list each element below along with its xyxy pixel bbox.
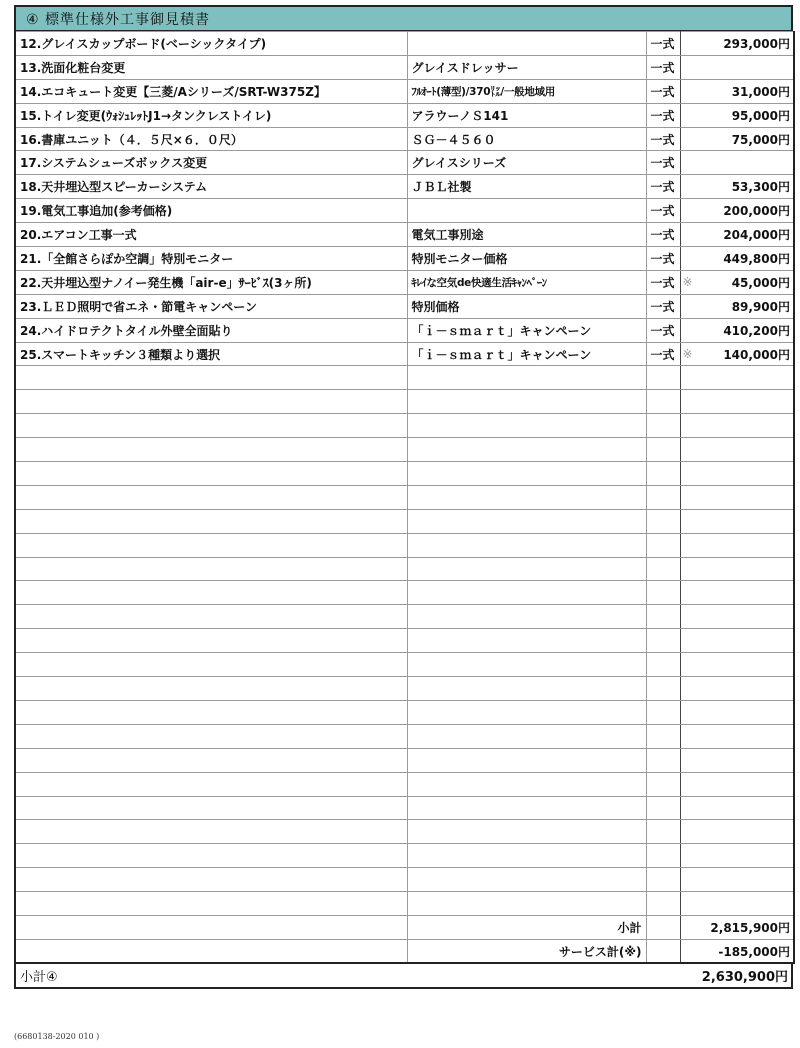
blank-row [15, 390, 794, 414]
price-value: 410,200円 [723, 323, 790, 338]
blank-cell [15, 438, 407, 462]
blank-cell [15, 533, 407, 557]
item-price [680, 342, 794, 366]
item-price [680, 247, 794, 271]
price-value: 53,300円 [731, 180, 790, 195]
item-unit: 一式 [646, 175, 680, 199]
blank-cell [15, 820, 407, 844]
item-name: 19.電気工事追加(参考価格) [15, 199, 407, 223]
blank-cell [407, 844, 646, 868]
item-name: 15.トイレ変更(ｳｫｼｭﾚｯﾄJ1→タンクレストイレ) [15, 103, 407, 127]
table-row [15, 199, 794, 223]
item-unit: 一式 [646, 127, 680, 151]
table-row [15, 342, 794, 366]
blank-cell [407, 390, 646, 414]
blank-cell [680, 509, 794, 533]
item-spec [407, 199, 646, 223]
item-price [680, 55, 794, 79]
blank-cell [15, 653, 407, 677]
blank-cell [646, 915, 680, 939]
blank-cell [407, 892, 646, 916]
blank-row [15, 677, 794, 701]
blank-cell [680, 414, 794, 438]
item-name: 21.「全館さらぽか空調」特別モニター [15, 247, 407, 271]
table-row [15, 294, 794, 318]
blank-cell [680, 844, 794, 868]
blank-cell [680, 438, 794, 462]
item-price [680, 103, 794, 127]
blank-cell [15, 915, 407, 939]
blank-cell [15, 868, 407, 892]
blank-row [15, 485, 794, 509]
blank-cell [680, 653, 794, 677]
item-name: 13.洗面化粧台変更 [15, 55, 407, 79]
item-spec: 特別価格 [407, 294, 646, 318]
blank-cell [680, 462, 794, 486]
blank-cell [407, 629, 646, 653]
item-price [680, 32, 794, 56]
blank-cell [646, 485, 680, 509]
blank-cell [680, 868, 794, 892]
blank-cell [646, 796, 680, 820]
blank-cell [646, 724, 680, 748]
blank-cell [15, 772, 407, 796]
blank-cell [680, 581, 794, 605]
blank-cell [407, 796, 646, 820]
table-row [15, 318, 794, 342]
blank-cell [646, 438, 680, 462]
blank-row [15, 414, 794, 438]
item-unit: 一式 [646, 199, 680, 223]
blank-row [15, 868, 794, 892]
price-value: 293,000円 [723, 36, 790, 51]
blank-cell [407, 485, 646, 509]
blank-cell [680, 390, 794, 414]
blank-cell [407, 677, 646, 701]
blank-cell [407, 366, 646, 390]
blank-cell [680, 366, 794, 390]
blank-row [15, 796, 794, 820]
blank-cell [646, 677, 680, 701]
item-price [680, 79, 794, 103]
grand-total-row [14, 964, 793, 989]
blank-cell [407, 438, 646, 462]
blank-row [15, 557, 794, 581]
subtotal-row [15, 915, 794, 939]
blank-cell [15, 462, 407, 486]
item-name: 22.天井埋込型ナノイー発生機「air-e」ｻｰﾋﾞｽ(3ヶ所) [15, 270, 407, 294]
table-row [15, 247, 794, 271]
blank-row [15, 366, 794, 390]
estimate-rows [15, 32, 794, 964]
blank-cell [15, 939, 407, 963]
blank-cell [15, 414, 407, 438]
blank-row [15, 581, 794, 605]
blank-cell [646, 629, 680, 653]
item-spec: 「ｉ－ｓｍａｒｔ」キャンペーン [407, 342, 646, 366]
item-name: 16.書庫ユニット（４．５尺×６．０尺） [15, 127, 407, 151]
item-price [680, 294, 794, 318]
item-unit: 一式 [646, 318, 680, 342]
blank-cell [646, 700, 680, 724]
item-unit: 一式 [646, 32, 680, 56]
blank-cell [680, 533, 794, 557]
blank-cell [680, 677, 794, 701]
item-unit: 一式 [646, 151, 680, 175]
table-row [15, 103, 794, 127]
item-spec: グレイスドレッサー [407, 55, 646, 79]
subtotal-label: 小計 [407, 915, 646, 939]
item-spec: 特別モニター価格 [407, 247, 646, 271]
blank-row [15, 748, 794, 772]
service-mark: ※ [682, 274, 693, 289]
blank-row [15, 533, 794, 557]
item-name: 14.エコキュート変更【三菱/Aシリーズ/SRT-W375Z】 [15, 79, 407, 103]
blank-row [15, 844, 794, 868]
price-value: 95,000円 [731, 108, 790, 123]
blank-cell [680, 772, 794, 796]
item-spec: ｷﾚｲな空気de快適生活ｷｬﾝﾍﾟｰﾝ [407, 270, 646, 294]
item-unit: 一式 [646, 247, 680, 271]
blank-cell [15, 748, 407, 772]
blank-row [15, 438, 794, 462]
table-row [15, 79, 794, 103]
item-spec: 電気工事別途 [407, 223, 646, 247]
blank-cell [680, 485, 794, 509]
blank-cell [15, 605, 407, 629]
table-row [15, 32, 794, 56]
blank-cell [407, 653, 646, 677]
blank-cell [646, 557, 680, 581]
blank-cell [646, 581, 680, 605]
item-name: 20.エアコン工事一式 [15, 223, 407, 247]
blank-cell [646, 366, 680, 390]
blank-cell [646, 772, 680, 796]
blank-cell [646, 462, 680, 486]
subtotal-value: 2,815,900円 [680, 915, 794, 939]
item-price [680, 127, 794, 151]
blank-cell [407, 772, 646, 796]
blank-cell [646, 820, 680, 844]
table-row [15, 55, 794, 79]
blank-cell [15, 677, 407, 701]
item-spec: グレイスシリーズ [407, 151, 646, 175]
blank-row [15, 724, 794, 748]
item-spec: 「ｉ－ｓｍａｒｔ」キャンペーン [407, 318, 646, 342]
blank-cell [15, 629, 407, 653]
price-value: 140,000円 [723, 347, 790, 362]
table-row [15, 151, 794, 175]
service-total-value: -185,000円 [680, 939, 794, 963]
price-value: 200,000円 [723, 204, 790, 219]
blank-cell [407, 748, 646, 772]
blank-cell [407, 868, 646, 892]
sheet-title-bar [14, 5, 793, 31]
blank-cell [646, 748, 680, 772]
item-unit: 一式 [646, 103, 680, 127]
blank-cell [646, 605, 680, 629]
item-name: 12.グレイスカップボード(ベーシックタイプ) [15, 32, 407, 56]
blank-cell [646, 390, 680, 414]
blank-cell [680, 820, 794, 844]
item-price [680, 151, 794, 175]
item-price [680, 199, 794, 223]
estimate-sheet [14, 5, 793, 989]
item-name: 17.システムシューズボックス変更 [15, 151, 407, 175]
blank-cell [646, 892, 680, 916]
blank-cell [407, 509, 646, 533]
blank-cell [646, 414, 680, 438]
blank-cell [407, 724, 646, 748]
blank-cell [407, 462, 646, 486]
document-code: (6680138-2020 010 ) [14, 1032, 100, 1041]
service-mark: ※ [682, 346, 693, 361]
blank-cell [646, 533, 680, 557]
blank-cell [646, 939, 680, 963]
blank-cell [407, 700, 646, 724]
grand-total-label: 小計④ [20, 970, 58, 986]
price-value: 31,000円 [731, 84, 790, 99]
blank-cell [680, 605, 794, 629]
blank-row [15, 820, 794, 844]
item-spec: アラウーノＳ141 [407, 103, 646, 127]
item-unit: 一式 [646, 79, 680, 103]
blank-cell [646, 868, 680, 892]
blank-cell [680, 796, 794, 820]
item-spec: ＳＧ－４５６０ [407, 127, 646, 151]
blank-row [15, 605, 794, 629]
blank-cell [15, 390, 407, 414]
blank-cell [680, 724, 794, 748]
blank-row [15, 892, 794, 916]
price-value: 204,000円 [723, 228, 790, 243]
price-value: 449,800円 [723, 251, 790, 266]
table-row [15, 175, 794, 199]
blank-cell [680, 557, 794, 581]
item-unit: 一式 [646, 294, 680, 318]
blank-row [15, 462, 794, 486]
blank-row [15, 509, 794, 533]
table-row [15, 127, 794, 151]
item-spec: ﾌﾙｵｰﾄ(薄型)/370㍑/一般地域用 [407, 79, 646, 103]
item-price [680, 318, 794, 342]
blank-cell [646, 844, 680, 868]
blank-cell [680, 892, 794, 916]
blank-cell [680, 700, 794, 724]
blank-cell [15, 892, 407, 916]
item-spec [407, 32, 646, 56]
price-value: 75,000円 [731, 132, 790, 147]
blank-row [15, 700, 794, 724]
blank-cell [407, 414, 646, 438]
item-price [680, 223, 794, 247]
table-row [15, 223, 794, 247]
blank-cell [15, 557, 407, 581]
blank-cell [15, 844, 407, 868]
blank-cell [15, 509, 407, 533]
blank-cell [407, 581, 646, 605]
blank-cell [646, 509, 680, 533]
table-row [15, 270, 794, 294]
blank-cell [646, 653, 680, 677]
blank-cell [407, 605, 646, 629]
estimate-table [14, 31, 795, 964]
item-unit: 一式 [646, 270, 680, 294]
blank-cell [15, 700, 407, 724]
item-price [680, 270, 794, 294]
blank-row [15, 772, 794, 796]
item-unit: 一式 [646, 342, 680, 366]
item-name: 18.天井埋込型スピーカーシステム [15, 175, 407, 199]
blank-row [15, 629, 794, 653]
item-price [680, 175, 794, 199]
blank-cell [15, 796, 407, 820]
item-unit: 一式 [646, 55, 680, 79]
item-spec: ＪＢＬ社製 [407, 175, 646, 199]
sheet-title: ④ 標準仕様外工事御見積書 [26, 11, 211, 28]
blank-cell [15, 581, 407, 605]
blank-cell [680, 748, 794, 772]
item-unit: 一式 [646, 223, 680, 247]
item-name: 23.ＬＥＤ照明で省エネ・節電キャンペーン [15, 294, 407, 318]
blank-cell [15, 366, 407, 390]
service-total-label: サービス計(※) [407, 939, 646, 963]
blank-cell [15, 485, 407, 509]
blank-cell [407, 533, 646, 557]
service-total-row [15, 939, 794, 963]
blank-cell [407, 820, 646, 844]
price-value: 89,900円 [731, 299, 790, 314]
blank-cell [407, 557, 646, 581]
blank-cell [680, 629, 794, 653]
grand-total-value: 2,630,900円 [701, 970, 788, 986]
item-name: 24.ハイドロテクトタイル外壁全面貼り [15, 318, 407, 342]
price-value: 45,000円 [731, 275, 790, 290]
blank-row [15, 653, 794, 677]
item-name: 25.スマートキッチン３種類より選択 [15, 342, 407, 366]
blank-cell [15, 724, 407, 748]
